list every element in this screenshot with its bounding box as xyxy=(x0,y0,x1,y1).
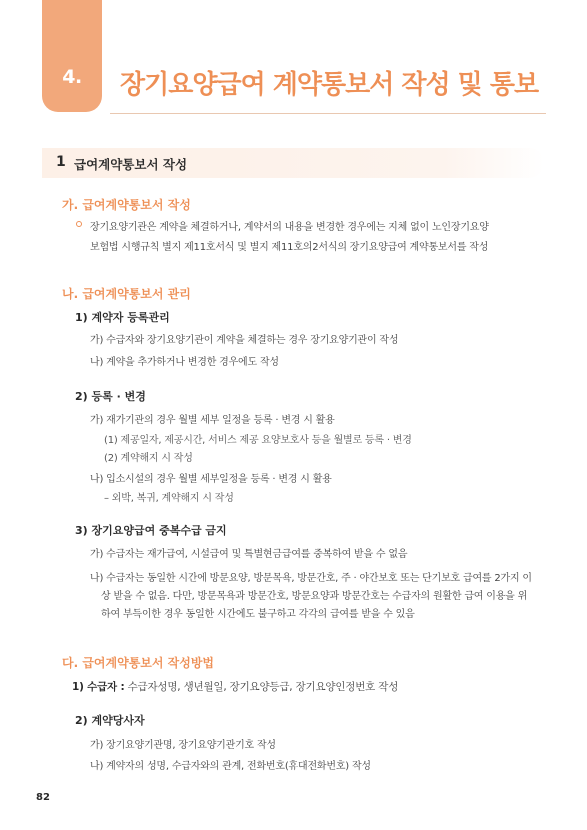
section-header-bar xyxy=(42,148,544,178)
heading-na: 나. 급여계약통보서 관리 xyxy=(62,287,191,301)
na-sub1-item: 나) 계약을 추가하거나 변경한 경우에도 작성 xyxy=(90,357,279,368)
chapter-tab xyxy=(42,0,102,112)
da-sub1-label: 1) 수급자 : xyxy=(72,681,125,693)
da-sub1 xyxy=(72,679,398,694)
da-sub2-item: 가) 장기요양기관명, 장기요양기관기호 작성 xyxy=(90,740,276,751)
chapter-title: 장기요양급여 계약통보서 작성 및 통보 xyxy=(120,70,539,100)
na-sub3-item1: 가) 수급자는 재가급여, 시설급여 및 특별현금급여를 중복하여 받을 수 없음 xyxy=(90,549,408,560)
da-sub2-item: 나) 계약자의 성명, 수급자와의 관계, 전화번호(휴대전화번호) 작성 xyxy=(90,761,371,772)
na-sub1-title: 1) 계약자 등록관리 xyxy=(75,311,170,324)
section-number: 1 xyxy=(56,154,66,170)
na-sub3-item2-line: 상 받을 수 없음. 다만, 방문목욕과 방문간호, 방문요양과 방문간호는 수급자의 원활한 급여 이용을 위 xyxy=(101,591,528,602)
na-sub1-item: 가) 수급자와 장기요양기관이 계약을 체결하는 경우 장기요양기관이 작성 xyxy=(90,335,399,346)
ga-bullet-line: 장기요양기관은 계약을 체결하거나, 계약서의 내용을 변경한 경우에는 지체 없이 노인장기요양 xyxy=(90,222,489,233)
na-sub2-item1: 가) 재가기관의 경우 월별 세부 일정을 등록 · 변경 시 활용 xyxy=(90,415,335,426)
heading-ga: 가. 급여계약통보서 작성 xyxy=(62,198,191,212)
circle-bullet-icon xyxy=(76,221,82,227)
page-number: 82 xyxy=(36,792,50,803)
da-sub1-text: 수급자성명, 생년월일, 장기요양등급, 장기요양인정번호 작성 xyxy=(127,681,399,693)
na-sub3-title: 3) 장기요양급여 중복수급 금지 xyxy=(75,524,227,537)
section-title: 급여계약통보서 작성 xyxy=(74,157,188,172)
ga-bullet-line: 보험법 시행규칙 별지 제11호서식 및 별지 제11호의2서식의 장기요양급여 계약통보서를 작성 xyxy=(90,242,489,253)
na-sub2-item2: 나) 입소시설의 경우 월별 세부일정을 등록 · 변경 시 활용 xyxy=(90,474,332,485)
da-sub2-title: 2) 계약당사자 xyxy=(75,714,145,727)
chapter-number: 4. xyxy=(62,66,82,88)
na-sub2-title: 2) 등록 · 변경 xyxy=(75,390,146,403)
na-sub2-item2-detail: – 외박, 복귀, 계약해지 시 작성 xyxy=(104,493,234,504)
heading-da: 다. 급여계약통보서 작성방법 xyxy=(62,656,215,670)
na-sub2-item1-detail: (2) 계약해지 시 작성 xyxy=(104,453,193,464)
na-sub3-item2-line: 나) 수급자는 동일한 시간에 방문요양, 방문목욕, 방문간호, 주 · 야간보호 또는 단기보호 급여를 2가지 이 xyxy=(90,573,532,584)
title-divider xyxy=(110,113,546,114)
na-sub2-item1-detail: (1) 제공일자, 제공시간, 서비스 제공 요양보호사 등을 월별로 등록 · 변경 xyxy=(104,435,412,446)
na-sub3-item2-line: 하여 부득이한 경우 동일한 시간에도 불구하고 각각의 급여를 받을 수 있음 xyxy=(101,609,415,620)
